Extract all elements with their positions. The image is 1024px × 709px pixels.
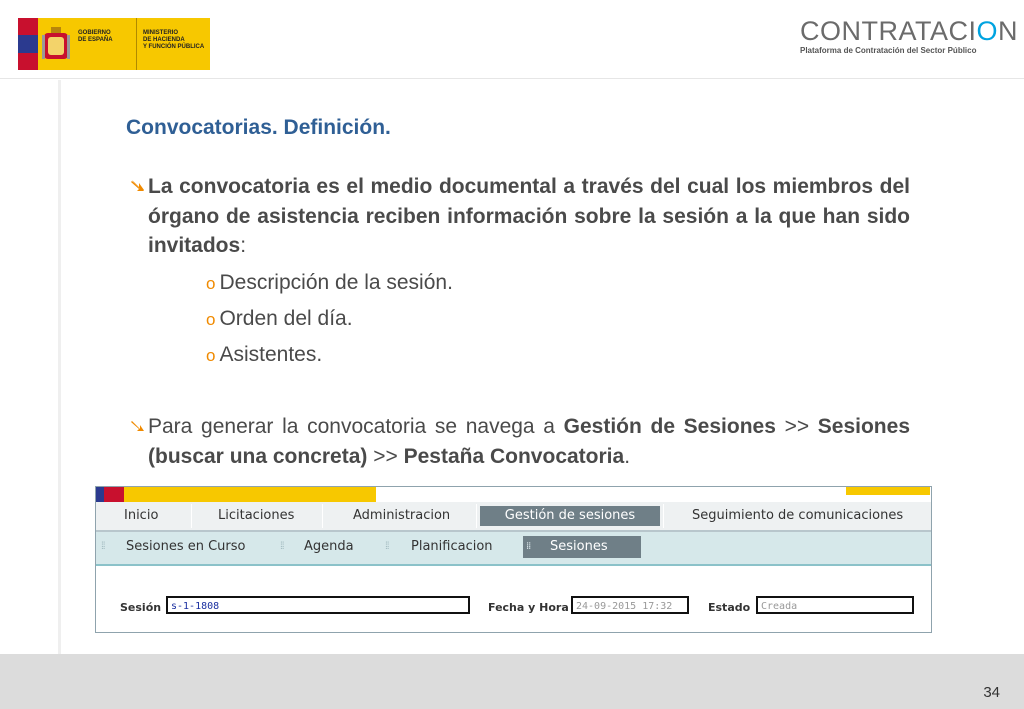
- nav-item-administracion[interactable]: Administracion: [353, 508, 451, 523]
- page-number: 34: [983, 684, 1000, 701]
- state-field[interactable]: Creada: [756, 596, 914, 614]
- grip-icon: ⁞⁞: [385, 541, 389, 552]
- coat-of-arms-icon: [38, 18, 74, 70]
- nav-item-gestion-sesiones[interactable]: Gestión de sesiones: [480, 506, 660, 526]
- government-name: GOBIERNO DE ESPAÑA: [78, 30, 113, 43]
- nav-item-inicio[interactable]: Inicio: [124, 508, 159, 523]
- slide-title: Convocatorias. Definición.: [126, 116, 391, 139]
- nav-item-seguimiento[interactable]: Seguimiento de comunicaciones: [692, 508, 904, 523]
- main-navigation: [96, 502, 931, 532]
- bullet-item: o Asistentes.: [206, 343, 323, 366]
- subnav-item-planificacion[interactable]: Planificacion: [411, 539, 493, 554]
- subnav-item-sesiones-curso[interactable]: Sesiones en Curso: [126, 539, 246, 554]
- navigation-paragraph: Para generar la convocatoria se navega a Gestión de Sesiones >> Sesiones (buscar una concreta) >> Pestaña Convocatoria.: [148, 412, 910, 471]
- eu-flag-strip: [18, 18, 38, 70]
- state-label: Estado: [708, 601, 751, 614]
- session-label: Sesión: [120, 601, 162, 614]
- app-screenshot: [95, 486, 932, 633]
- contratacion-logo: [800, 16, 1019, 55]
- brand-wordmark: CONTRATACION: [800, 16, 1019, 46]
- grip-icon: ⁞⁞: [526, 541, 531, 552]
- left-divider: [58, 80, 61, 654]
- session-field[interactable]: s-1-1808: [166, 596, 470, 614]
- brand-subtitle: Plataforma de Contratación del Sector Público: [800, 46, 977, 55]
- app-header-strip: [96, 487, 931, 502]
- subnav-item-agenda[interactable]: Agenda: [304, 539, 354, 554]
- date-label: Fecha y Hora: [488, 601, 569, 614]
- subnav-item-sesiones[interactable]: ⁞⁞ Sesiones: [523, 536, 641, 558]
- government-logo: [18, 18, 210, 70]
- bullet-item: o Orden del día.: [206, 307, 353, 330]
- bullet-arrow-icon: [130, 418, 146, 434]
- bullet-item: o Descripción de la sesión.: [206, 271, 453, 294]
- session-form: [96, 566, 931, 632]
- date-field[interactable]: 24-09-2015 17:32: [571, 596, 689, 614]
- bullet-arrow-icon: [130, 178, 146, 194]
- sub-navigation: [96, 532, 931, 566]
- grip-icon: ⁞⁞: [280, 541, 284, 552]
- definition-paragraph: La convocatoria es el medio documental a través del cual los miembros del órgano de asistencia reciben información sobre la sesión a la que han sido invitados:: [148, 172, 910, 261]
- slide-footer: [0, 654, 1024, 709]
- definition-text: La convocatoria es el medio documental a través del cual los miembros del órgano de asistencia reciben información sobre la sesión a la que han sido invitados: [148, 175, 910, 257]
- slide-header: [0, 0, 1024, 79]
- ministry-name: MINISTERIO DE HACIENDA Y FUNCIÓN PÚBLICA: [136, 18, 208, 70]
- grip-icon: ⁞⁞: [101, 541, 105, 552]
- nav-item-licitaciones[interactable]: Licitaciones: [218, 508, 295, 523]
